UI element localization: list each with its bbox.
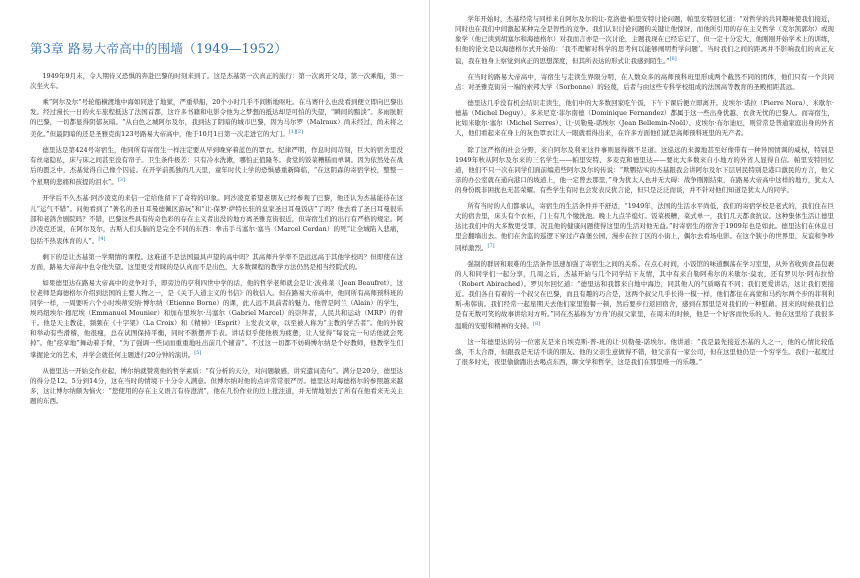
paragraph-text: 1949年9月末，令人期待又恐惧的奔赴巴黎的时刻来到了。这是杰基第一次真正的旅行：第一次离开父母，第一次乘船，第一次坐火车。 [30, 72, 403, 91]
footnote-marker[interactable]: [5] [194, 350, 202, 357]
paragraph-text: 所有当时的人们都承认，寄宿生的生活条件并不舒适，“1949年，法国的生活水平尚低，我们的寄宿学校是老式的，我们住在巨大的宿舍里，床头有个衣柜，门上有几个缴洗池。晚上九点半熄灯。饭菜极糟，菜式单一，我们几天都食抗议。这种集体生活让德里达比我们中的大多数更受罪，况且他的健康问题使得这里的生活对他无益。”时寄宿生的宿舍于1909年也是如此。德里达们在休息日里会翻墙出去。他们在舍监的巡逻下穿过卢森堡公园，漫步在拉丁区的小街上，偶尔去看场电影。在这个狭小的世界里，友谊和争吵同样激烈。 [455, 201, 834, 252]
body-paragraph [455, 98, 834, 138]
paragraph-text: 德里达几乎没有机会结识走读生，他们中的大多数回家吃午饭，下午下课后便立即离开。皮埃尔·诺拉（Pierre Nora）、米歇尔·德基（Michel Deguy）、多米尼克·菲尔南德（Dominique Fernandez）都属于这一些出身优越、衣食无忧的巴黎人。而寄宿生，比如米歇尔·塞尔（Michel Serres）、让·贝勒曼-诺埃尔（Jean Bellemin-Noël）、皮埃尔·布尔迪厄，则常常是普通家庭出身的外省人，他们看起来在身上的灰色罩衣让人一眼就看得出来，在许多方面他们就是高师预科班里的无产者。 [455, 99, 834, 138]
paragraph-text: 剩下的是让杰基第一学期情的课程。这难道不是法国最具声望的高中吗？其高师升学率不是远远高于其他学校吗？但即使在这方面，路易大帝高中也令他失望。这里更受青睐的是认真而不是出色，大多数课程的教学方法仍然是相当经院式的。 [30, 252, 403, 271]
body-paragraph [30, 193, 403, 245]
body-paragraph [455, 72, 834, 92]
body-paragraph [30, 252, 403, 272]
paragraph-text: 德里达是第424号寄宿生，他同所有寄宿生一样注定要从早到晚穿着蓝色的罩衣。纪律严明，作息时间苛刻，巨大的宿舍里没有丝毫隐私，床与床之间甚至没有帘子。卫生条件极差：只有冷水洗漱，哪怕正值隆冬。食堂的饭菜糟糕而单调。因为依然处在战后的匮乏中，杰基觉得自己像个囚徒。在开学前孤独的几天里，童年时代上学的恐惧感重新降临，“在这阴森的寄宿学校，整整一个星期的悲痛和孩提的泪水”。 [30, 146, 403, 187]
footnote-marker[interactable]: [3] [117, 177, 125, 184]
body-paragraph [30, 145, 403, 187]
body-paragraph [30, 71, 403, 91]
right-page-body [455, 14, 834, 367]
paragraph-text: 从德里达一开始交作业起，博尔纳就赞赏他的哲学素质：“有分析的天分，对问题敏感，讲究遣词造句”。满分是20分，德里达的得分是12。5分到14分，这在当时的情境下十分令人满意。但博尔纳对他的点评常常很严厉。德里达对海德格尔的参照越来越多，这让博尔纳颇为恼火：“您使用的存在主义语言有待澄清”，他在几份作业的边上批注道，并无情地划去了所有在他看来无关主题的东西。 [30, 367, 403, 406]
footnote-marker[interactable]: [8] [533, 321, 541, 328]
paragraph-text: 在当时的路易大帝高中，寄宿生与走读生界限分明，在人数众多的高师预科班里形成两个截然不同的团体，他们只有一个共同点：对圣雅克街另一端的索邦大学（Sorbonne）的轻蔑，后者与由这些专科学校组成的法国高等教育的圣殿相距甚远。 [455, 73, 834, 92]
paragraph-text: 开学后不久杰基·阿沙凌克的来信一定给他留下了奇特的印象。阿沙凌克希望老朋友已经参观了巴黎，他还认为杰基能待在这儿“运气不错”。问他看到了“著名的圣日耳曼德佩区游玩”和“让-保罗·萨特长驻的皇家圣日耳曼饭店”了吗？他去看了圣日耳曼很乐部和老鸽舍剧院吗？不错，巴黎这些具有传奇色彩的存在主义者出没的地方离圣雅克街很近，但寄宿生们的出行有严格的规定。阿沙凌克还说，在阿尔及尔，古斯人们头脑的是完全不同的东西：拳击手马塞尔·塞当（Marcel Cerdan）的死“让全城陷入悲痛，包括不热衷体育的人”。 [30, 194, 403, 245]
paragraph-text: 如果德里达在路易大帝高中的竞争对手，即旁边的亨利四世中学的话，他的哲学老师就会是让·波弗莱（Jean Beaufret），这位老师是海德格尔介绍到法国的主要人物之一，是《关于人道主义的书信》的收信人。但在路易大帝高中，他同所有高师预科班的同学一样，一周要听六个小时埃蒂安纳·博尔纳（Etienne Borne）的课，此人远不具前者的魅力。他曾是阿兰（Alain）的学生，埃玛纽埃尔·穆尼埃（Emmanuel Mounier）和加布里埃尔·马塞尔（Gabriel Marcel）的崇拜者，人民共和运动（MRP）的骨干。他是天主教徒，频频在《十字架》（La Croix）和《精神》（Esprit）上发表文章，以至被人称为“主教的学舌者”。他的外貌和举动有些滑稽，他很瘦，总在试图保持平衡，同时不断摆弄手表。讲话似乎使他极为疲惫，让人觉得“每说完一句话他就会死掉”。他“痉挛地”舞动着手臂，“为了强调一些词而重重地吐出前几个辅音”。不过这一切都不妨碍博尔纳是个好教师，他教学生们掌握论文的艺术，并学会就任何主题进行20分钟的演讲。 [30, 278, 403, 360]
footnote-marker[interactable]: [4] [98, 235, 106, 242]
body-paragraph [30, 278, 403, 360]
body-paragraph [30, 366, 403, 406]
body-paragraph [455, 259, 834, 331]
body-paragraph [455, 337, 834, 367]
right-page [431, 0, 860, 578]
left-page-body [30, 71, 403, 406]
footnote-marker[interactable]: [7] [487, 242, 495, 249]
body-paragraph [455, 145, 834, 195]
body-paragraph [30, 97, 403, 139]
paragraph-text: 这一年德里达的另一位密友是来自埃克斯-普-班的让·贝勒曼-诺埃尔。他讲道：“我是最先接近杰基的人之一，他的心情比较低落，不太合群，但跟我是无话不谈的朋友。他的父亲生意做得不错，他父亲有一家公司，但在这里他仍是一个穷学生。我们一起度过了很多时光，夜里偷偷跑出去喝点东西，聊文学和哲学，这是我们在那里唯一的乐趣。” [455, 338, 834, 367]
paragraph-text: 学年开始时，杰基经常与同样来自阿尔及尔的让-克洛德·帕里安特讨论问题，帕里安特回忆道：“对哲学的共同趣味使我们接近，同时也在我们中间激起某种完全是智性的竞争。我们认识讨论问题的关键让他惊讶，而他所引用的存在主义哲学（克尔凯郭尔）或现象学（他已读到胡塞尔和海德格尔）对我而言亦是一次讨论，主题我现在已经忘记了，但一定十分宏大，他刚刚开始学术上的训练，但他的论文是以海德格尔式开始的：‘我不理解对科学的思考何以能够阐明哲学问题’。当时我们之间的距离并不影响我们的真正友谊，我在他身上察觉到真正的思想深度，但其所表达的形式让我感到陌生。” [455, 15, 834, 66]
footnote-marker[interactable]: [1][2] [288, 129, 304, 136]
paragraph-text: 强制的群居和艰难的生活条件迅速加强了寄宿生之间的关系。在点心时间，小饭馆的味道飘荡在学习室里，从外省收到食品包裹的人和同学们一起分享，几周之后，杰基开始与几个同学结下友情，其中有来自勒阿弗尔的米歇尔·莫农，还有罗贝尔·阿布拉恰（Robert Abirached）。罗贝尔回忆道：“德里达和我都来自地中海边，同其他人的气质略有不同；我们更爱讲话，这让我们更接近。我们各自有着的一个叔父在巴黎，而且有趣的巧合是，这两个叔父几乎长得一模一样，他们都住在高蒙和马约尔两个步的菲利利斯-弗韩街。我们经常一起星期天去他们家里饱餐一顿，然后要步行返回宿舍，感到在那里是对我们的一种慰藉。回来的时候我们总是有无数可笑的故事讲给对方听。”同在杰基称为‘方舟’的叔父家里，在周末的时候，他是一个好客而快乐的人。他在这里给了我很多温暖的安慰和精神的支持。 [455, 259, 834, 331]
body-paragraph [455, 201, 834, 253]
paragraph-text: 除了这严格的社会分野，来自阿尔及利亚这件事则显得微不足道。这巡远的来源地甚至好像带有一种异国情调的威权，特别是1949年秋从阿尔及尔来的三名学生——帕里安特、多麦克和德里达——要比大多数来自小地方的外省人显得自信。帕里安特回忆道，他们不只一次在同学们面前编造些阿尔及尔的传说：“欺鹦结实的杰基跟我会讲阿尔及尔下层居民特别是港口激民的方言，他父亲的办公室就在通向港口的坡道上，他一定曾去那里，”身为犹太人也并无大碍：战争刚刚结束，在路易大帝高中这样的地方，犹太人的身份既非困扰也无甚荣耀。有些学生有时也会发表反犹言论，但只是泛泛而谈，并不针对他们知道是犹太人的同学。 [455, 145, 834, 194]
chapter-title: 第3章 路易大帝高中的围墙（1949—1952） [30, 41, 288, 56]
body-paragraph [455, 14, 834, 66]
footnote-marker[interactable]: [6] [669, 56, 677, 63]
paragraph-text: 乘“阿尔及尔”号轮船横渡地中海如同进了地狱，严重晕船，20个小时几乎不间断地呕吐。在马赛什么也没看到便立即向巴黎出发。经过漫长一日的火车旅程抵达了法国首都，这许多书籍和电影令他为之梦想的抵达却是可怕的失望，“瞬间的黯淡”。多雨肮脏的巴黎，一切都显得阴郁灰暗。“从白色之城阿尔及尔，我到达了阴暗的城市巴黎，因为马尔罗（Malraux）尚未经过，尚未将之美化。”但最阴暗的还是圣雅克街123号路易大帝高中，他于10月1日第一次走进它的大门。 [30, 98, 403, 139]
